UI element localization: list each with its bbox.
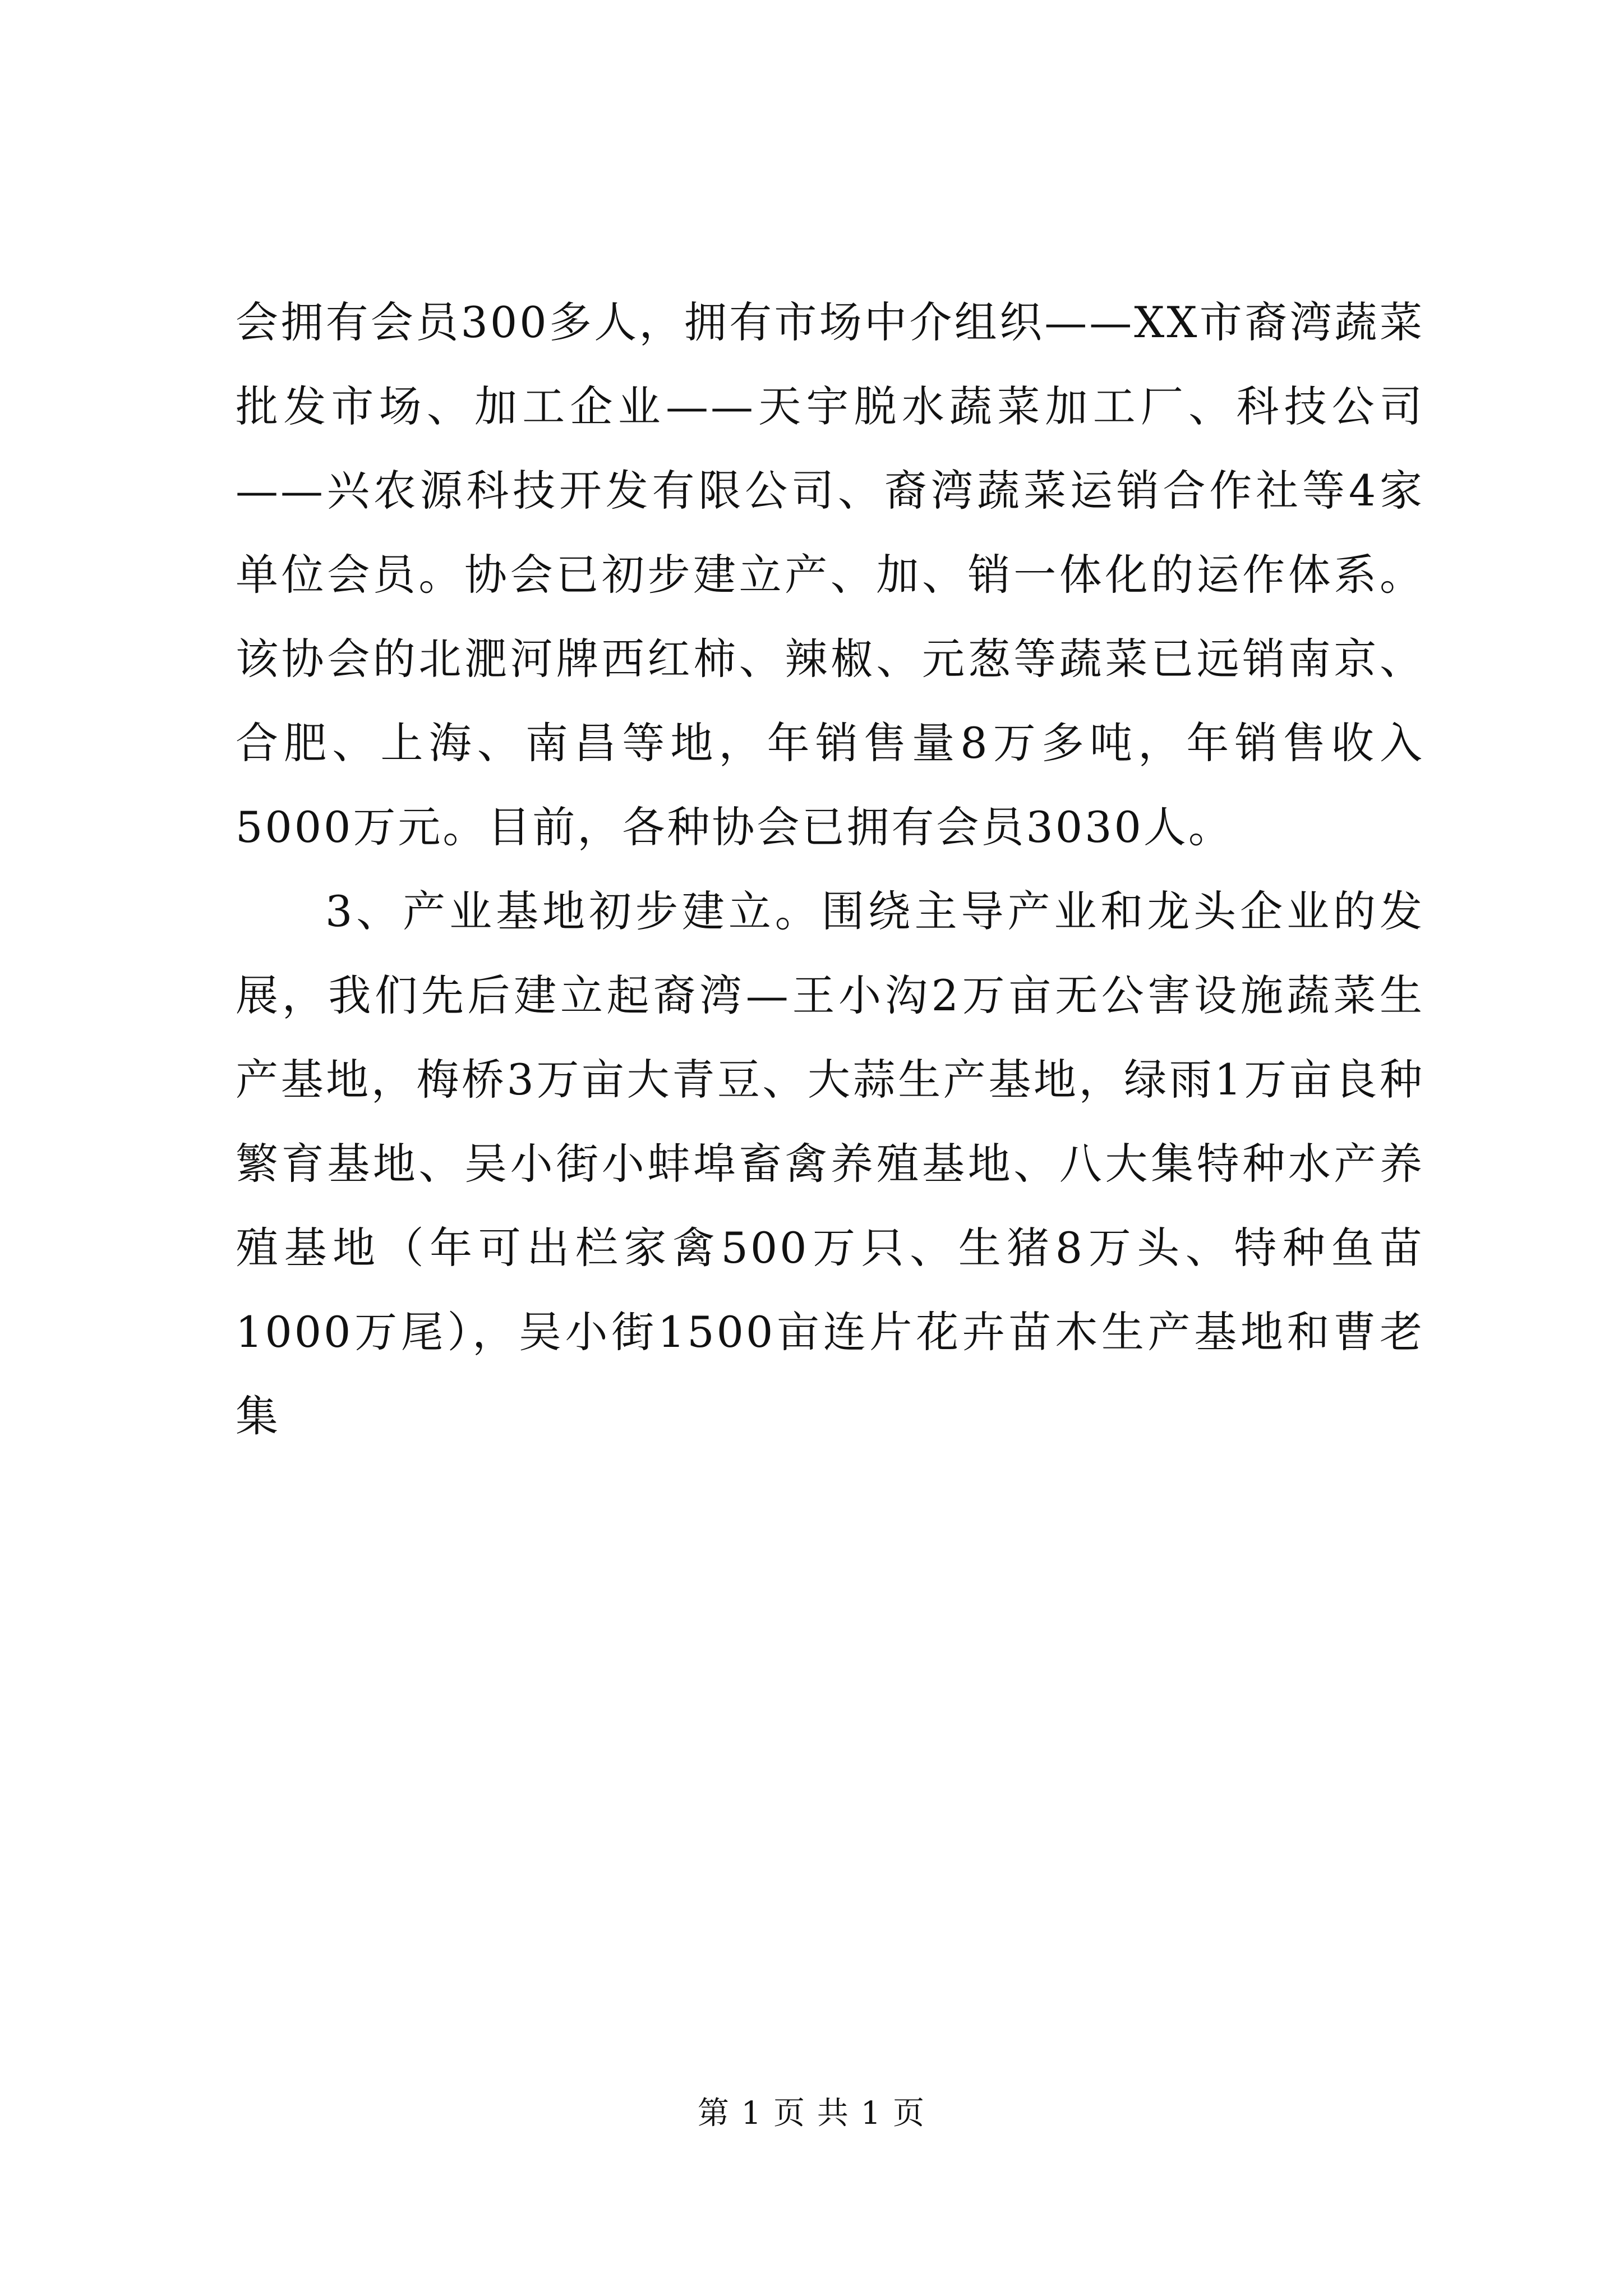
document-body — [236, 280, 1424, 1458]
paragraph-association-members: 会拥有会员300多人，拥有市场中介组织——XX市裔湾蔬菜批发市场、加工企业——天宇脱水蔬菜加工厂、科技公司——兴农源科技开发有限公司、裔湾蔬菜运销合作社等4家单位会员。协会已初步建立产、加、销一体化的运作体系。该协会的北淝河牌西红柿、辣椒、元葱等蔬菜已远销南京、合肥、上海、南昌等地，年销售量8万多吨，年销售收入5000万元。目前，各种协会已拥有会员3030人。 — [236, 297, 1424, 852]
paragraph-industry-bases: 3、产业基地初步建立。围绕主导产业和龙头企业的发展，我们先后建立起裔湾—王小沟2万亩无公害设施蔬菜生产基地，梅桥3万亩大青豆、大蒜生产基地，绿雨1万亩良种繁育基地、吴小街小蚌埠畜禽养殖基地、八大集特种水产养殖基地（年可出栏家禽500万只、生猪8万头、特种鱼苗1000万尾），吴小街1500亩连片花卉苗木生产基地和曹老集 — [236, 886, 1424, 1441]
page-footer: 第 1 页 共 1 页 — [697, 2095, 926, 2132]
